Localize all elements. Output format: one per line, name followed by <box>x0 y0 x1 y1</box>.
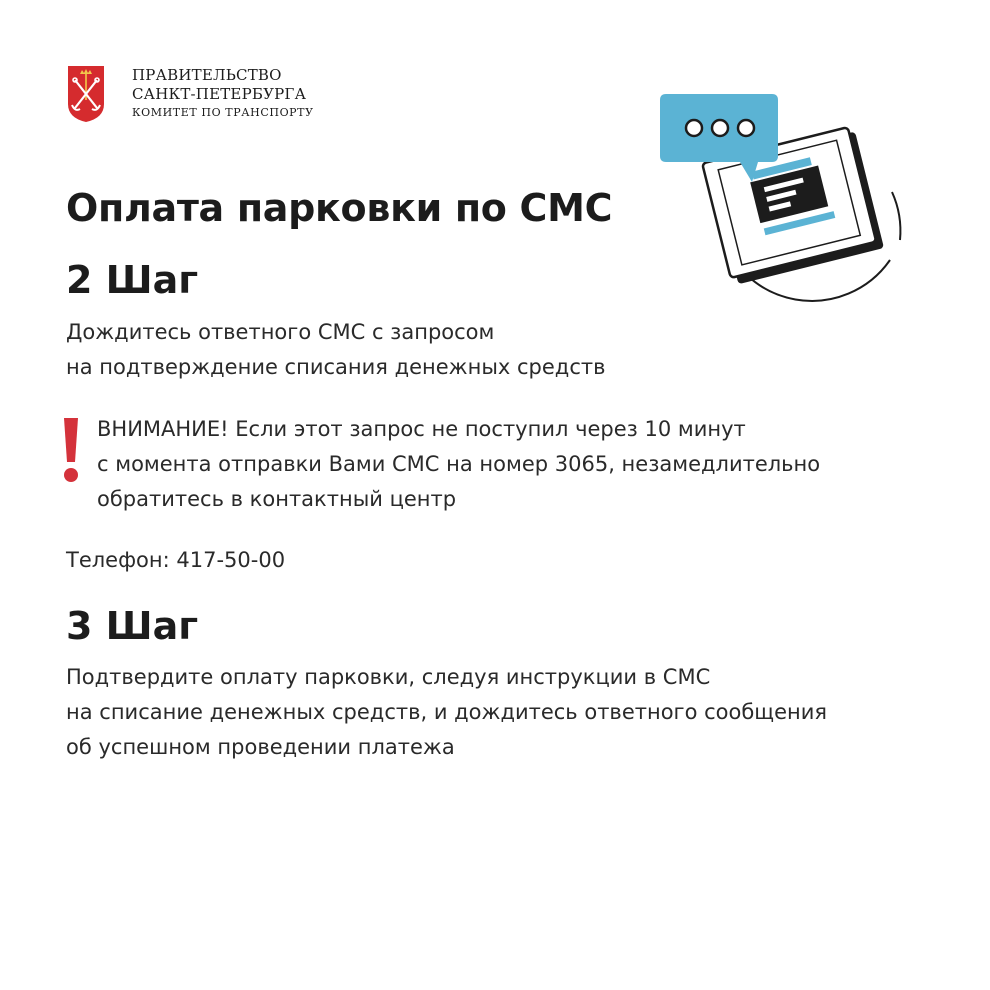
step-3-line-2: на списание денежных средств, и дождитесь ответного сообщения <box>66 700 828 724</box>
spb-coat-of-arms-icon <box>66 64 106 124</box>
exclamation-icon <box>60 416 82 484</box>
contact-phone: Телефон: 417-50-00 <box>66 548 286 572</box>
org-line-2: САНКТ-ПЕТЕРБУРГА <box>132 85 307 103</box>
warning-line-1: ВНИМАНИЕ! Если этот запрос не поступил через 10 минут <box>97 417 746 441</box>
header-logo <box>66 64 314 124</box>
step-2-line-2: на подтверждение списания денежных средств <box>66 355 606 379</box>
org-name <box>132 66 314 121</box>
step-3-line-3: об успешном проведении платежа <box>66 735 455 759</box>
step-2-text <box>66 315 605 385</box>
step-3-line-1: Подтвердите оплату парковки, следуя инструкции в СМС <box>66 665 711 689</box>
step-2-line-1: Дождитесь ответного СМС с запросом <box>66 320 495 344</box>
warning-line-2: с момента отправки Вами СМС на номер 3065, незамедлительно <box>97 452 821 476</box>
step-3-text <box>66 660 946 765</box>
org-line-3: КОМИТЕТ ПО ТРАНСПОРТУ <box>132 106 314 119</box>
step-2-heading: 2 Шаг <box>66 258 199 302</box>
org-line-1: ПРАВИТЕЛЬСТВО <box>132 66 282 84</box>
page-title: Оплата парковки по СМС <box>66 186 613 230</box>
warning-line-3: обратитесь в контактный центр <box>97 487 457 511</box>
step-3-heading: 3 Шаг <box>66 604 199 648</box>
warning-text <box>97 412 947 517</box>
phone-sms-icon <box>660 90 920 310</box>
